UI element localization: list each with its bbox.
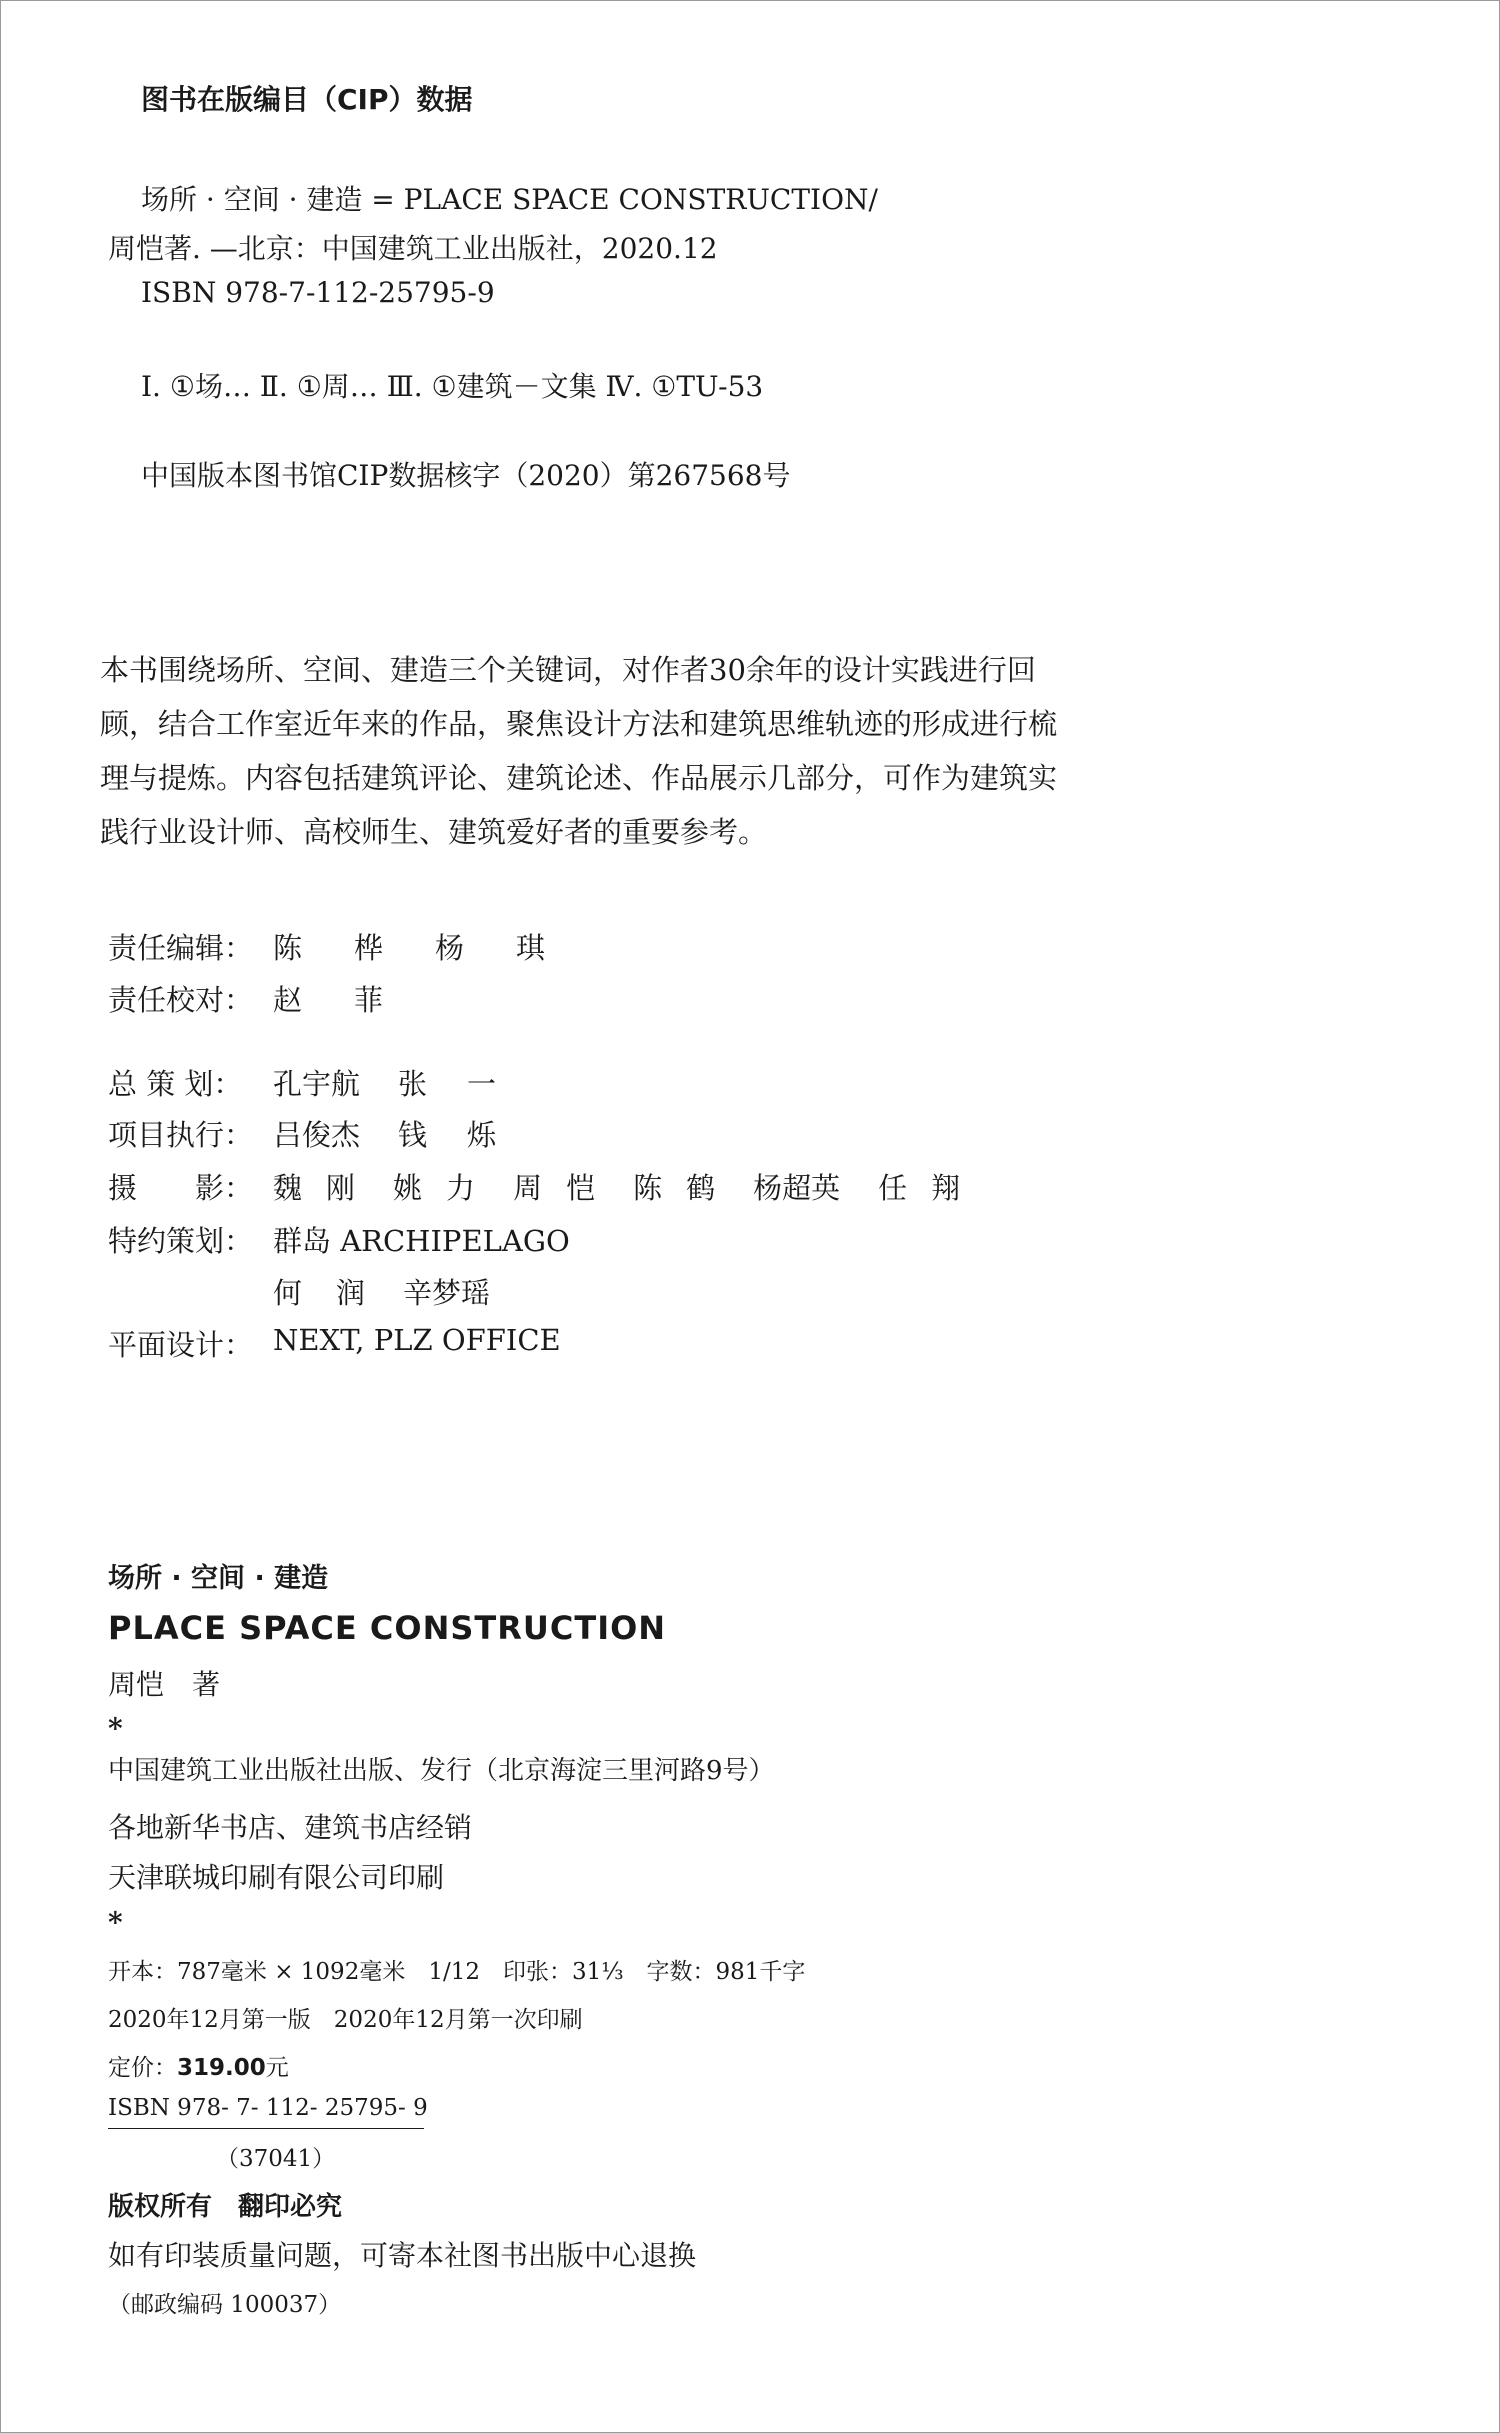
- cip-verify-number: 中国版本图书馆CIP数据核字（2020）第267568号: [141, 459, 791, 492]
- credit-planner: [108, 1062, 522, 1103]
- colophon-publisher: 中国建筑工业出版社出版、发行（北京海淀三里河路9号）: [108, 1756, 775, 1786]
- cip-heading: 图书在版编目（CIP）数据: [141, 83, 473, 116]
- name: 陈: [273, 931, 303, 965]
- colophon-book-code: （37041）: [216, 2146, 336, 2172]
- cip-author-line: 周恺著. —北京：中国建筑工业出版社，2020.12: [108, 232, 718, 265]
- credit-names: [273, 926, 571, 967]
- colophon-format: 开本：787毫米 × 1092毫米 1/12 印张：31⅓ 字数：981千字: [108, 1959, 806, 1985]
- name: 吕俊杰: [273, 1118, 361, 1152]
- price-unit: 元: [265, 2055, 289, 2081]
- colophon-return-note: 如有印装质量问题，可寄本社图书出版中心退换: [108, 2239, 697, 2272]
- credit-label: 责任校对：: [108, 983, 254, 1017]
- credit-names: [273, 1271, 516, 1312]
- credit-names: [273, 978, 409, 1019]
- price-value: 319.00: [177, 2055, 266, 2081]
- cip-title-line: 场所 · 空间 · 建造 = PLACE SPACE CONSTRUCTION/: [141, 183, 878, 216]
- name: 何: [273, 1276, 303, 1310]
- credit-executive: [108, 1113, 522, 1154]
- colophon-edition: 2020年12月第一版 2020年12月第一次印刷: [108, 2007, 583, 2033]
- colophon-isbn: ISBN 978- 7- 112- 25795- 9: [108, 2095, 428, 2121]
- credit-names: [273, 1062, 522, 1103]
- credit-names: [273, 1166, 986, 1207]
- colophon-distributor: 各地新华书店、建筑书店经销: [108, 1811, 473, 1844]
- name: 一: [467, 1067, 497, 1101]
- colophon-rights: 版权所有 翻印必究: [108, 2192, 343, 2222]
- name: 张: [398, 1067, 428, 1101]
- name: 桦: [354, 931, 384, 965]
- colophon-price: [108, 2049, 289, 2082]
- credit-names: [273, 1113, 522, 1154]
- name: 菲: [354, 983, 384, 1017]
- name: 姚: [393, 1171, 423, 1205]
- colophon-printer: 天津联城印刷有限公司印刷: [108, 1861, 445, 1894]
- name: 任: [878, 1171, 908, 1205]
- name: 赵: [273, 983, 303, 1017]
- colophon-title-cn: 场所 · 空间 · 建造: [108, 1563, 329, 1594]
- name: 刚: [326, 1171, 356, 1205]
- abstract-line: 本书围绕场所、空间、建造三个关键词，对作者30余年的设计实践进行回: [100, 653, 1036, 687]
- price-label: 定价：: [108, 2055, 177, 2081]
- credit-proofreader: [108, 978, 409, 1019]
- cip-classification: Ⅰ. ①场… Ⅱ. ①周… Ⅲ. ①建筑－文集 Ⅳ. ①TU-53: [141, 370, 764, 403]
- credit-label: 总 策 划：: [108, 1067, 243, 1101]
- name: 杨超英: [753, 1171, 841, 1205]
- colophon-title-en: PLACE SPACE CONSTRUCTION: [108, 1609, 667, 1647]
- name: 陈: [633, 1171, 663, 1205]
- name: 钱: [398, 1118, 428, 1152]
- credit-label: 平面设计：: [108, 1328, 254, 1362]
- credit-label: 特约策划：: [108, 1224, 254, 1258]
- credit-label: 项目执行：: [108, 1118, 254, 1152]
- colophon-postcode: （邮政编码 100037）: [108, 2292, 342, 2318]
- credit-special-planner: [108, 1219, 570, 1260]
- colophon-separator-star: *: [108, 1712, 123, 1745]
- credit-graphic-design: [108, 1323, 561, 1364]
- name: 孔宇航: [273, 1067, 361, 1101]
- colophon-author: 周恺 著: [108, 1668, 221, 1701]
- name: 恺: [566, 1171, 596, 1205]
- name: 烁: [467, 1118, 497, 1152]
- abstract-line: 顾，结合工作室近年来的作品，聚焦设计方法和建筑思维轨迹的形成进行梳: [100, 707, 1058, 741]
- name: 杨: [435, 931, 465, 965]
- name: 翔: [931, 1171, 961, 1205]
- credit-label: 摄 影：: [108, 1171, 254, 1205]
- credit-value: 群岛 ARCHIPELAGO: [273, 1224, 570, 1258]
- abstract-line: 理与提炼。内容包括建筑评论、建筑论述、作品展示几部分，可作为建筑实: [100, 761, 1058, 795]
- name: 鹤: [686, 1171, 716, 1205]
- abstract-line: 践行业设计师、高校师生、建筑爱好者的重要参考。: [100, 815, 768, 849]
- credit-special-planner-names: [108, 1271, 516, 1312]
- name: 琪: [516, 931, 546, 965]
- name: 力: [446, 1171, 476, 1205]
- credit-photography: [108, 1166, 986, 1207]
- name: 辛梦瑶: [403, 1276, 491, 1310]
- credit-editor: [108, 926, 571, 967]
- cip-isbn: ISBN 978-7-112-25795-9: [141, 276, 495, 309]
- name: 魏: [273, 1171, 303, 1205]
- credit-label: 责任编辑：: [108, 931, 254, 965]
- colophon-separator-star: *: [108, 1906, 123, 1939]
- name: 周: [513, 1171, 543, 1205]
- name: 润: [336, 1276, 366, 1310]
- isbn-rule: [108, 2128, 424, 2129]
- credit-value: NEXT, PLZ OFFICE: [273, 1323, 561, 1357]
